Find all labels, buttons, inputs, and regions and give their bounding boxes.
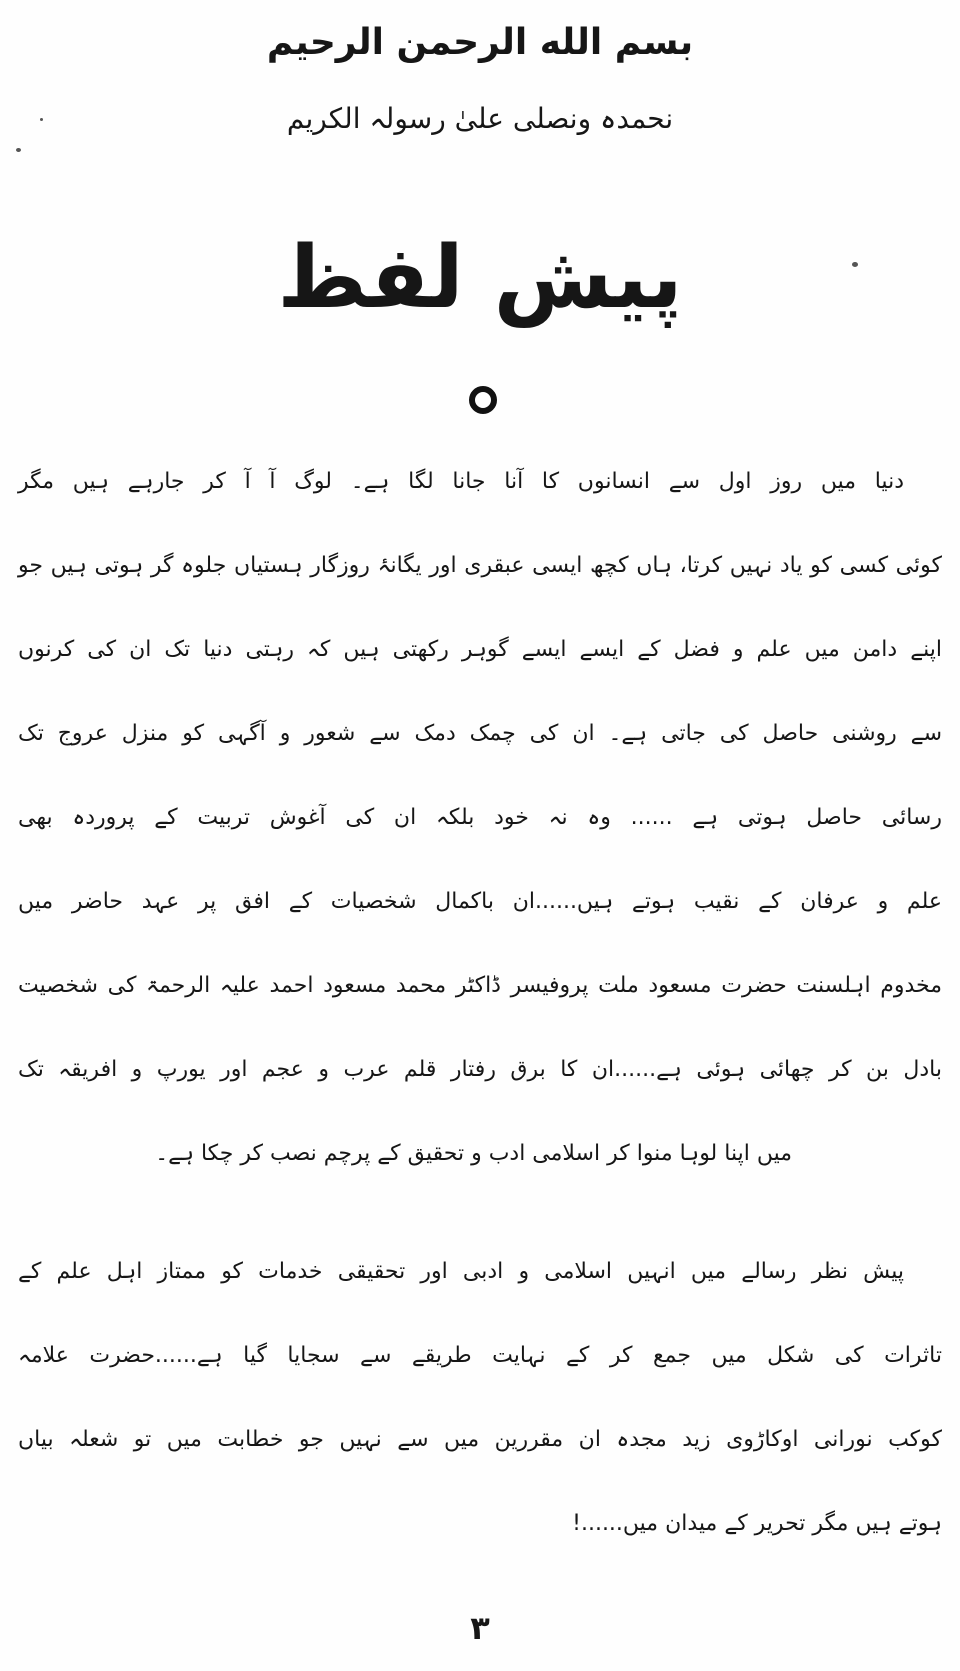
- page-number: ۳: [470, 1609, 490, 1647]
- scan-speck: [16, 148, 21, 152]
- circle-ornament-icon: [469, 386, 497, 414]
- body-line: کوکب نورانی اوکاڑوی زید مجدہ ان مقررین میں سے نہیں جو خطابت میں تو شعلہ بیاں: [18, 1427, 942, 1452]
- body-line: کوئی کسی کو یاد نہیں کرتا، ہاں کچھ ایسی عبقری اور یگانۂ روزگار ہستیاں جلوہ گر ہوتی ہیں جو: [18, 553, 942, 578]
- body-line: سے روشنی حاصل کی جاتی ہے۔ ان کی چمک دمک سے شعور و آگہی کو منزل عروج تک: [18, 721, 942, 746]
- body-line: اپنے دامن میں علم و فضل کے ایسے ایسے گوہر رکھتی ہیں کہ رہتی دنیا تک ان کی کرنوں: [18, 637, 942, 662]
- bismillah-line: بسم الله الرحمن الرحيم: [266, 22, 694, 63]
- paragraph-1: [18, 440, 942, 1196]
- body-line: تاثرات کی شکل میں جمع کر کے نہایت طریقے سے سجایا گیا ہے......حضرت علامہ: [18, 1343, 942, 1368]
- body-line: رسائی حاصل ہوتی ہے ...... وہ نہ خود بلکہ ان کی آغوش تربیت کے پروردہ بھی: [18, 805, 942, 830]
- body-line: علم و عرفان کے نقیب ہوتے ہیں......ان باکمال شخصیات کے افق پر عہد حاضر میں: [18, 889, 942, 914]
- hamd-salat-line: نحمدہ ونصلی علیٰ رسولہ الکریم: [286, 102, 674, 135]
- page-title: پیش لفظ: [277, 228, 683, 328]
- body-line: ہوتے ہیں مگر تحریر کے میدان میں......!: [572, 1511, 942, 1536]
- body-line: میں اپنا لوہا منوا کر اسلامی ادب و تحقیق کے پرچم نصب کر چکا ہے۔: [155, 1141, 792, 1166]
- body-text: [18, 440, 942, 1566]
- body-line: پیش نظر رسالے میں انہیں اسلامی و ادبی اور تحقیقی خدمات کو ممتاز اہل علم کے: [18, 1259, 904, 1284]
- paragraph-2: [18, 1230, 942, 1566]
- body-line: مخدوم اہلسنت حضرت مسعود ملت پروفیسر ڈاکٹر محمد مسعود احمد علیہ الرحمۃ کی شخصیت: [18, 973, 942, 998]
- body-line: بادل بن کر چھائی ہوئی ہے......ان کا برق رفتار قلم عرب و عجم اور یورپ و افریقہ تک: [18, 1057, 942, 1082]
- body-line: دنیا میں روز اول سے انسانوں کا آنا جانا لگا ہے۔ لوگ آ آ کر جارہے ہیں مگر: [18, 469, 904, 494]
